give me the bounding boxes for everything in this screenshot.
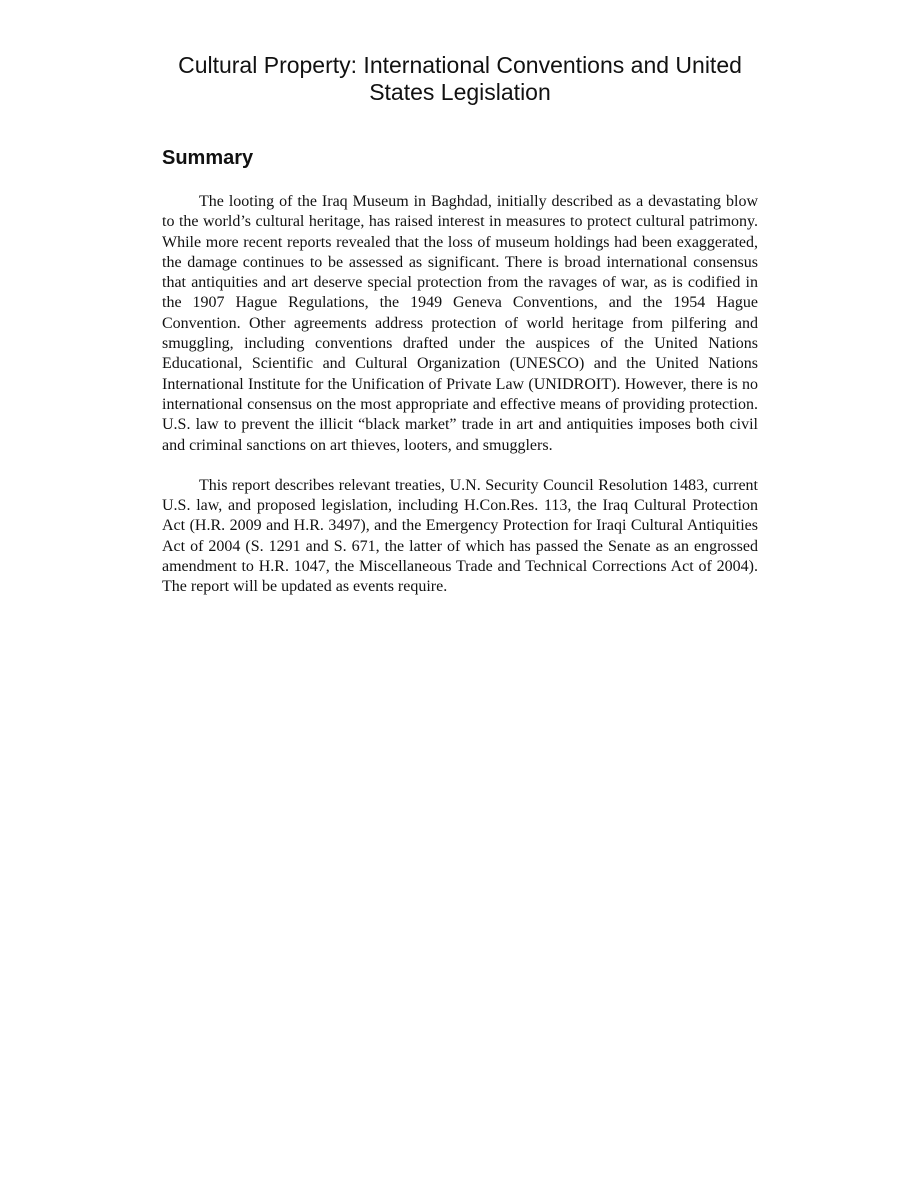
summary-heading: Summary	[162, 147, 254, 169]
summary-paragraph: This report describes relevant treaties, U.N. Security Council Resolution 1483, current U.S. law, and proposed legislation, including H.Con.Res. 113, the Iraq Cultural Protection Act (H.R. 2009 and H.R. 3497), and the Emergency Protection for Iraqi Cultural Antiquities Act of 2004 (S. 1291 and S. 671, the latter of which has passed the Senate as an engrossed amendment to H.R. 1047, the Miscellaneous Trade and Technical Corrections Act of 2004). The report will be updated as events require.	[162, 476, 758, 596]
document-content	[162, 52, 758, 598]
document-title: Cultural Property: International Conventions and United States Legislation	[178, 52, 742, 105]
summary-paragraph: The looting of the Iraq Museum in Baghdad, initially described as a devastating blow to the world’s cultural heritage, has raised interest in measures to protect cultural patrimony. While more recent reports revealed that the loss of museum holdings had been exaggerated, the damage continues to be assessed as significant. There is broad international consensus that antiquities and art deserve special protection from the ravages of war, as is codified in the 1907 Hague Regulations, the 1949 Geneva Conventions, and the 1954 Hague Convention. Other agreements address protection of world heritage from pilfering and smuggling, including conventions drafted under the auspices of the United Nations Educational, Scientific and Cultural Organization (UNESCO) and the United Nations International Institute for the Unification of Private Law (UNIDROIT). However, there is no international consensus on the most appropriate and effective means of providing protection. U.S. law to prevent the illicit “black market” trade in art and antiquities imposes both civil and criminal sanctions on art thieves, looters, and smugglers.	[162, 193, 758, 454]
